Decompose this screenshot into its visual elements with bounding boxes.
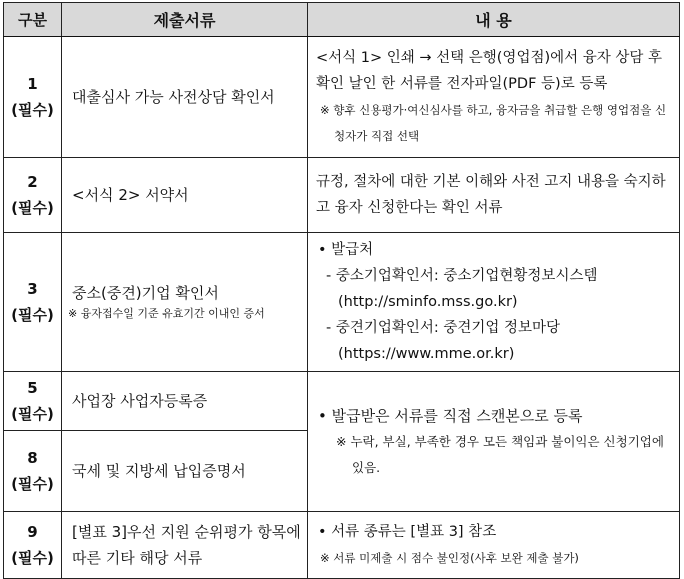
table-row bbox=[4, 37, 680, 158]
row-category bbox=[4, 512, 62, 579]
table-row bbox=[4, 512, 680, 579]
row-number: 1 bbox=[27, 75, 38, 93]
row-required-tag: (필수) bbox=[11, 306, 54, 324]
row-number: 2 bbox=[27, 173, 38, 191]
table-row bbox=[4, 233, 680, 372]
content-bullet: • 서류 종류는 [별표 3] 참조 bbox=[318, 524, 497, 540]
content-line: - 중견기업확인서: 중견기업 정보마당 bbox=[326, 320, 561, 336]
document-table-wrapper bbox=[3, 2, 680, 579]
row-document-name: 국세 및 지방세 납입증명서 bbox=[62, 431, 308, 512]
row-required-tag: (필수) bbox=[11, 101, 54, 119]
content-line: - 중소기업확인서: 중소기업현황정보시스템 bbox=[326, 268, 598, 284]
table-row bbox=[4, 372, 680, 431]
row-required-tag: (필수) bbox=[11, 199, 54, 217]
row-document-cell bbox=[62, 233, 308, 372]
row-document-name: <서식 2> 서약서 bbox=[62, 158, 308, 233]
row-content bbox=[308, 233, 680, 372]
row-document-name: 대출심사 가능 사전상담 확인서 bbox=[62, 37, 308, 158]
row-category bbox=[4, 158, 62, 233]
row-required-tag: (필수) bbox=[11, 405, 54, 423]
content-bullet: • 발급처 bbox=[318, 242, 374, 258]
content-note: ※ 향후 신용평가·여신심사를 하고, 융자금을 취급할 은행 영업점을 신청자가 직접 선택 bbox=[320, 103, 667, 143]
row-document-name: [별표 3]우선 지원 순위평가 항목에 따른 기타 해당 서류 bbox=[62, 512, 308, 579]
row-required-tag: (필수) bbox=[11, 475, 54, 493]
row-content bbox=[308, 37, 680, 158]
row-number: 3 bbox=[27, 280, 38, 298]
header-documents: 제출서류 bbox=[62, 3, 308, 37]
content-line: (http://sminfo.mss.go.kr) bbox=[338, 294, 518, 310]
content-text: 규정, 절차에 대한 기본 이해와 사전 고지 내용을 숙지하고 융자 신청한다는 확인 서류 bbox=[316, 174, 666, 216]
row-content bbox=[308, 512, 680, 579]
row-category bbox=[4, 233, 62, 372]
row-category bbox=[4, 372, 62, 431]
content-line: (https://www.mme.or.kr) bbox=[338, 346, 515, 362]
row-content bbox=[308, 372, 680, 512]
header-content: 내 용 bbox=[308, 3, 680, 37]
row-number: 9 bbox=[27, 523, 38, 541]
row-document-name: 사업장 사업자등록증 bbox=[62, 372, 308, 431]
table-header-row bbox=[4, 3, 680, 37]
row-content bbox=[308, 158, 680, 233]
table-row bbox=[4, 158, 680, 233]
content-bullet: • 발급받은 서류를 직접 스캔본으로 등록 bbox=[318, 406, 583, 425]
row-category bbox=[4, 37, 62, 158]
row-required-tag: (필수) bbox=[11, 549, 54, 567]
row-category bbox=[4, 431, 62, 512]
required-documents-table bbox=[3, 2, 680, 579]
document-note: ※ 융자접수일 기준 유효기간 이내인 증서 bbox=[68, 307, 265, 320]
row-document-name: 중소(중견)기업 확인서 bbox=[72, 284, 219, 302]
row-number: 8 bbox=[27, 449, 38, 467]
row-number: 5 bbox=[27, 379, 38, 397]
header-category: 구분 bbox=[4, 3, 62, 37]
content-text: <서식 1> 인쇄 → 선택 은행(영업점)에서 융자 상담 후 확인 날인 한 서류를 전자파일(PDF 등)로 등록 bbox=[316, 50, 662, 92]
content-note: ※ 누락, 부실, 부족한 경우 모든 책임과 불이익은 신청기업에 있음. bbox=[336, 433, 664, 475]
content-note: ※ 서류 미제출 시 점수 불인정(사후 보완 제출 불가) bbox=[320, 551, 579, 565]
